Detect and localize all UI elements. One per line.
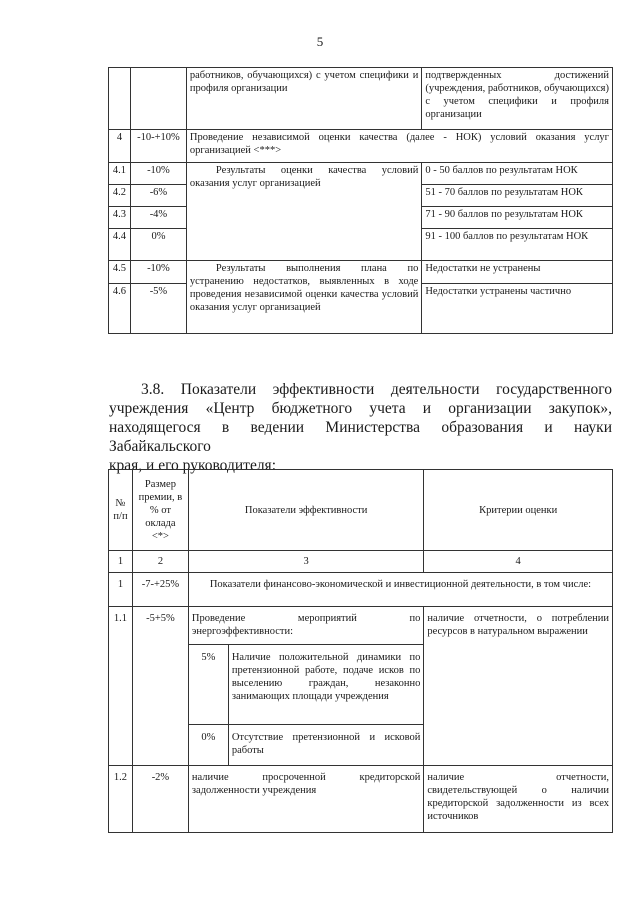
criteria-cell: 0 - 50 баллов по результатам НОК xyxy=(422,163,613,185)
heading-line: учреждения «Центр бюджетного учета и организации закупок», xyxy=(109,400,612,417)
column-number: 3 xyxy=(188,551,423,573)
table-cell xyxy=(109,68,131,130)
criteria-cell: наличие отчетности, о потреблении ресурсов в натуральном выражении xyxy=(424,607,613,766)
sub-indicator-cell: Отсутствие претензионной и исковой работы xyxy=(228,725,424,766)
row-number: 4.2 xyxy=(109,185,131,207)
criteria-cell: 51 - 70 баллов по результатам НОК xyxy=(422,185,613,207)
criteria-cell: 91 - 100 баллов по результатам НОК xyxy=(422,229,613,261)
sub-indicator-cell: Наличие положительной динамики по претензионной работе, подаче исков по выселению граждан, незаконно занимающих площади учреждения xyxy=(228,645,424,725)
indicator-cell: наличие просроченной кредиторской задолженности учреждения xyxy=(188,766,423,833)
premium-size: -5+5% xyxy=(132,607,188,766)
criteria-cell: 71 - 90 баллов по результатам НОК xyxy=(422,207,613,229)
row-number: 4.5 xyxy=(109,261,131,284)
heading-line: 3.8. Показатели эффективности деятельности государственного xyxy=(141,381,612,398)
indicator-cell: Проведение мероприятий по энергоэффективности: xyxy=(188,607,423,645)
row-heading: Проведение независимой оценки качества (далее - НОК) условий оказания услуг организацией <***> xyxy=(186,130,612,163)
row-number: 4 xyxy=(109,130,131,163)
premium-size: -5% xyxy=(130,284,186,334)
efficiency-indicators-table xyxy=(108,469,613,833)
premium-size: -10% xyxy=(130,163,186,185)
column-number: 1 xyxy=(109,551,133,573)
criteria-cell: наличие отчетности, свидетельствующей о наличии кредиторской задолженности из всех источников xyxy=(424,766,613,833)
row-number: 4.6 xyxy=(109,284,131,334)
criteria-cell: Недостатки не устранены xyxy=(422,261,613,284)
header-indicators: Показатели эффективности xyxy=(188,470,423,551)
section-heading xyxy=(109,380,612,475)
header-premium-size: Размер премии, в % от оклада <*> xyxy=(132,470,188,551)
row-number: 4.3 xyxy=(109,207,131,229)
row-number: 4.4 xyxy=(109,229,131,261)
row-number: 1.1 xyxy=(109,607,133,766)
table-cell xyxy=(130,68,186,130)
column-number: 2 xyxy=(132,551,188,573)
premium-size: -10-+10% xyxy=(130,130,186,163)
sub-premium-size: 5% xyxy=(188,645,228,725)
premium-size: 0% xyxy=(130,229,186,261)
row-number: 1 xyxy=(109,573,133,607)
indicator-cell: Результаты оценки качества условий оказания услуг организацией xyxy=(186,163,421,261)
heading-line: края, и его руководителя: xyxy=(109,457,276,474)
premium-size: -7-+25% xyxy=(132,573,188,607)
sub-premium-size: 0% xyxy=(188,725,228,766)
heading-line: находящегося в ведении Министерства образования и науки Забайкальского xyxy=(109,419,612,455)
premium-size: -10% xyxy=(130,261,186,284)
row-heading: Показатели финансово-экономической и инвестиционной деятельности, в том числе: xyxy=(188,573,612,607)
premium-size: -2% xyxy=(132,766,188,833)
indicators-table-continued xyxy=(108,67,613,334)
premium-size: -6% xyxy=(130,185,186,207)
table-cell: подтвержденных достижений (учреждения, работников, обучающихся) с учетом специфики и профиля организации xyxy=(422,68,613,130)
column-number: 4 xyxy=(424,551,613,573)
row-number: 1.2 xyxy=(109,766,133,833)
header-criteria: Критерии оценки xyxy=(424,470,613,551)
indicator-cell: Результаты выполнения плана по устранению недостатков, выявленных в ходе проведения независимой оценки качества условий оказания услуг организацией xyxy=(186,261,421,334)
header-number: № п/п xyxy=(109,470,133,551)
criteria-cell: Недостатки устранены частично xyxy=(422,284,613,334)
row-number: 4.1 xyxy=(109,163,131,185)
premium-size: -4% xyxy=(130,207,186,229)
table-cell: работников, обучающихся) с учетом специфики и профиля организации xyxy=(186,68,421,130)
page-number: 5 xyxy=(316,34,324,49)
